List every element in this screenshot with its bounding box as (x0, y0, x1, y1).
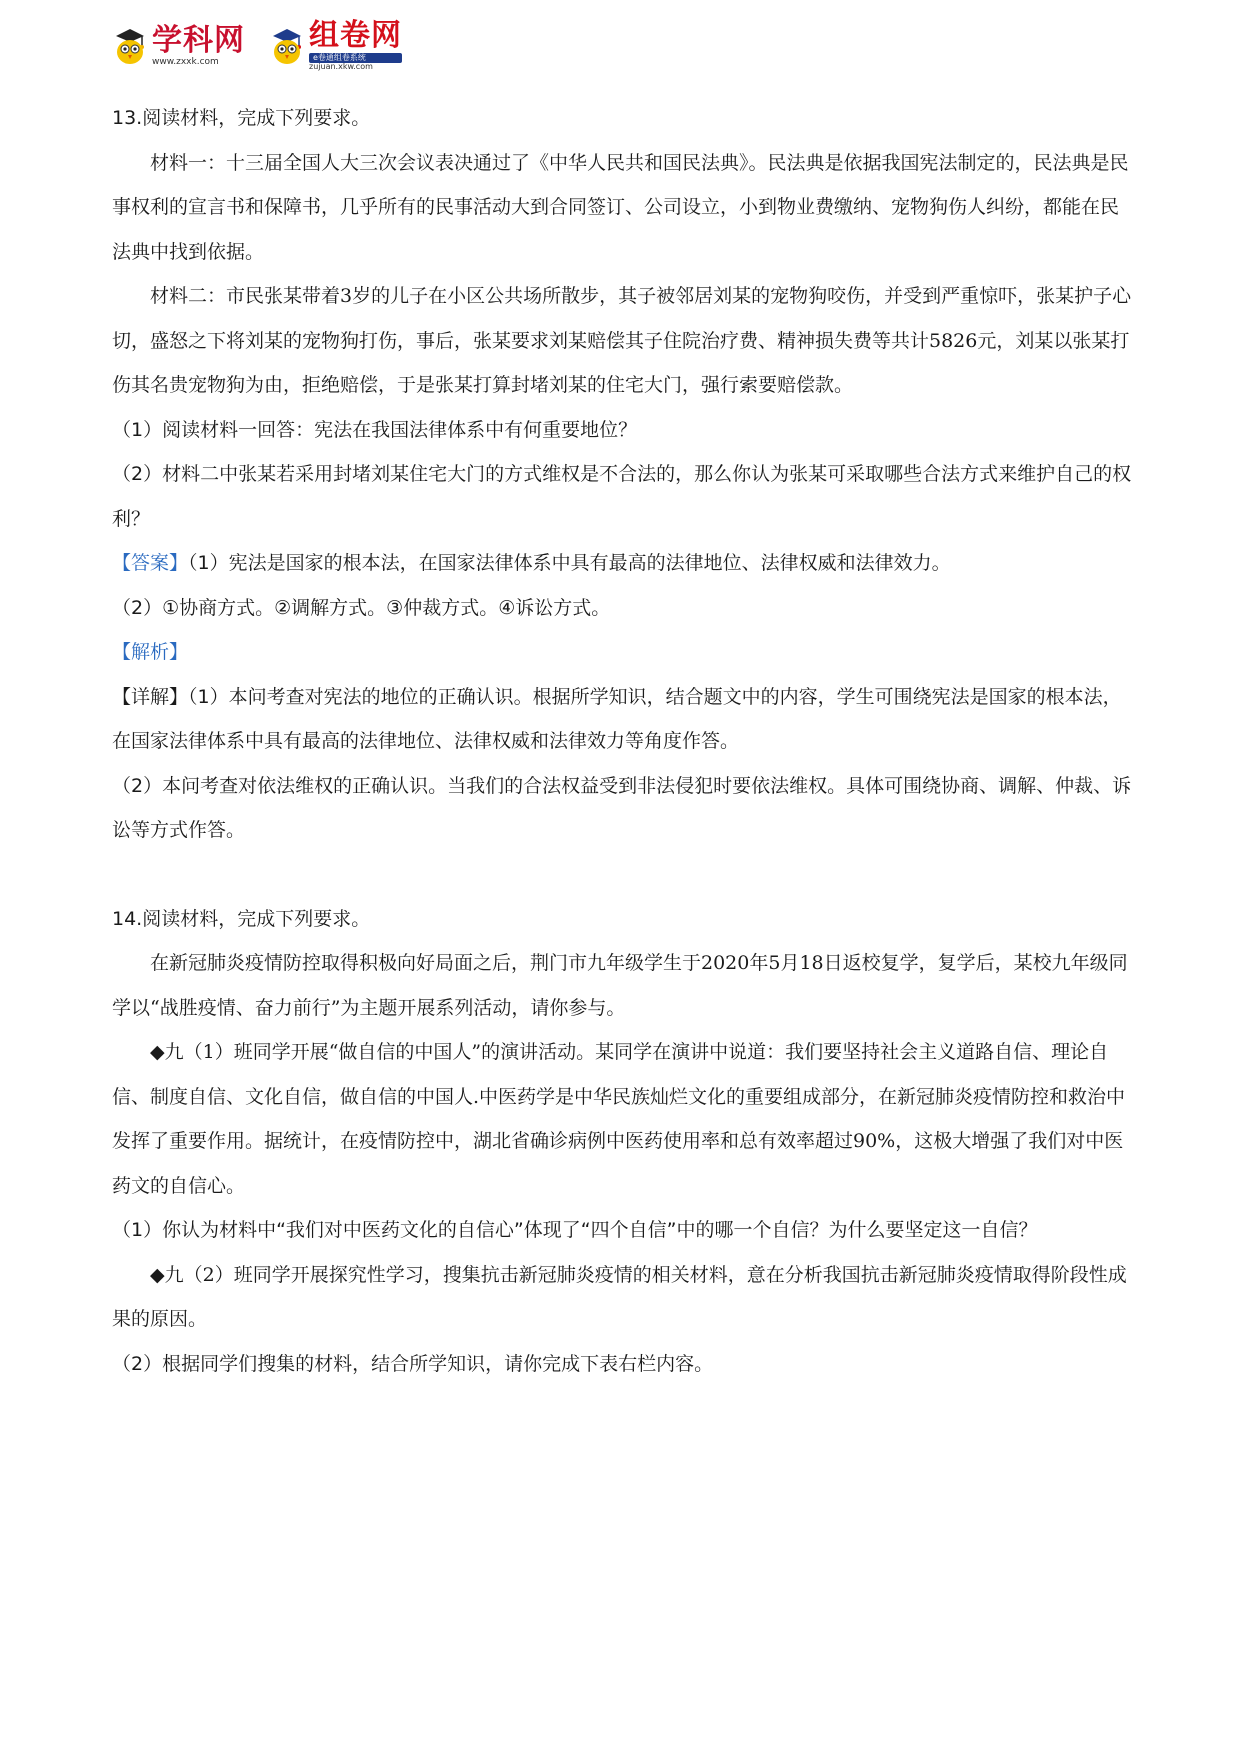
q14-activity2: ◆九（2）班同学开展探究性学习，搜集抗击新冠肺炎疫情的相关材料，意在分析我国抗击新冠肺炎疫情取得阶段性成果的原因。 (112, 1263, 1127, 1330)
mascot-icon (112, 26, 148, 66)
q13-answer1 (112, 541, 1132, 586)
zxxk-logo-url: www.zxxk.com (152, 56, 219, 67)
q13-detail2: （2）本问考查对依法维权的正确认识。当我们的合法权益受到非法侵犯时要依法维权。具体可围绕协商、调解、仲裁、诉讼等方式作答。 (112, 774, 1132, 841)
analysis-tag: 【解析】 (112, 641, 189, 663)
q13-answer2: （2）①协商方式。②调解方式。③仲裁方式。④诉讼方式。 (112, 596, 611, 619)
q14-title: 14.阅读材料，完成下列要求。 (112, 907, 371, 930)
page-header (112, 20, 426, 72)
q13-sub2: （2）材料二中张某若采用封堵刘某住宅大门的方式维权是不合法的，那么你认为张某可采取哪些合法方式来维护自己的权利？ (112, 463, 1132, 530)
mascot-icon (269, 26, 305, 66)
zujuan-logo-name: 组卷网 (309, 18, 402, 53)
zxxk-logo-name: 学科网 (152, 22, 245, 58)
detail1-text: （1）本问考查对宪法的地位的正确认识。根据所学知识，结合题文中的内容，学生可围绕宪法是国家的根本法，在国家法律体系中具有最高的法律地位、法律权威和法律效力等角度作答。 (112, 685, 1122, 752)
q14-activity1: ◆九（1）班同学开展“做自信的中国人”的演讲活动。某同学在演讲中说道：我们要坚持社会主义道路自信、理论自信、制度自信、文化自信，做自信的中国人.中医药学是中华民族灿烂文化的重要组成部分，在新冠肺炎疫情防控和救治中发挥了重要作用。据统计，在疫情防控中，湖北省确诊病例中医药使用率和总有效率超过90%，这极大增强了我们对中医药文的自信心。 (112, 1041, 1126, 1197)
zujuan-logo-tag: e卷通组卷系统 (309, 53, 402, 63)
q14-sub2: （2）根据同学们搜集的材料，结合所学知识，请你完成下表右栏内容。 (112, 1352, 714, 1375)
q13-material2: 材料二：市民张某带着3岁的儿子在小区公共场所散步，其子被邻居刘某的宠物狗咬伤，并受到严重惊吓，张某护子心切，盛怒之下将刘某的宠物狗打伤，事后，张某要求刘某赔偿其子住院治疗费、精神损失费等共计5826元，刘某以张某打伤其名贵宠物狗为由，拒绝赔偿，于是张某打算封堵刘某的住宅大门，强行索要赔偿款。 (112, 285, 1132, 396)
q13-detail1 (112, 675, 1132, 764)
zxxk-logo[interactable] (112, 22, 245, 67)
answer-tag: 【答案】 (112, 552, 189, 574)
q13-title: 13.阅读材料，完成下列要求。 (112, 107, 371, 129)
q14-sub1: （1）你认为材料中“我们对中医药文化的自信心”体现了“四个自信”中的哪一个自信？为什么要坚定这一自信？ (112, 1219, 1038, 1241)
answer1-text: （1）宪法是国家的根本法，在国家法律体系中具有最高的法律地位、法律权威和法律效力。 (188, 552, 951, 574)
q13-sub1: （1）阅读材料一回答：宪法在我国法律体系中有何重要地位？ (112, 418, 638, 441)
q13-material1: 材料一：十三届全国人大三次会议表决通过了《中华人民共和国民法典》。民法典是依据我国宪法制定的，民法典是民事权利的宣言书和保障书，几乎所有的民事活动大到合同签订、公司设立，小到物业费缴纳、宠物狗伤人纠纷，都能在民法典中找到依据。 (112, 151, 1129, 263)
q14-intro: 在新冠肺炎疫情防控取得积极向好局面之后，荆门市九年级学生于2020年5月18日返校复学，复学后，某校九年级同学以“战胜疫情、奋力前行”为主题开展系列活动，请你参与。 (112, 952, 1128, 1019)
document-body (112, 96, 1132, 1386)
detail-tag: 【详解】 (112, 685, 189, 708)
section-spacer (112, 853, 1132, 897)
q13-analysis (112, 630, 1132, 675)
zujuan-logo[interactable] (269, 18, 402, 71)
zujuan-logo-url: zujuan.xkw.com (309, 62, 373, 71)
